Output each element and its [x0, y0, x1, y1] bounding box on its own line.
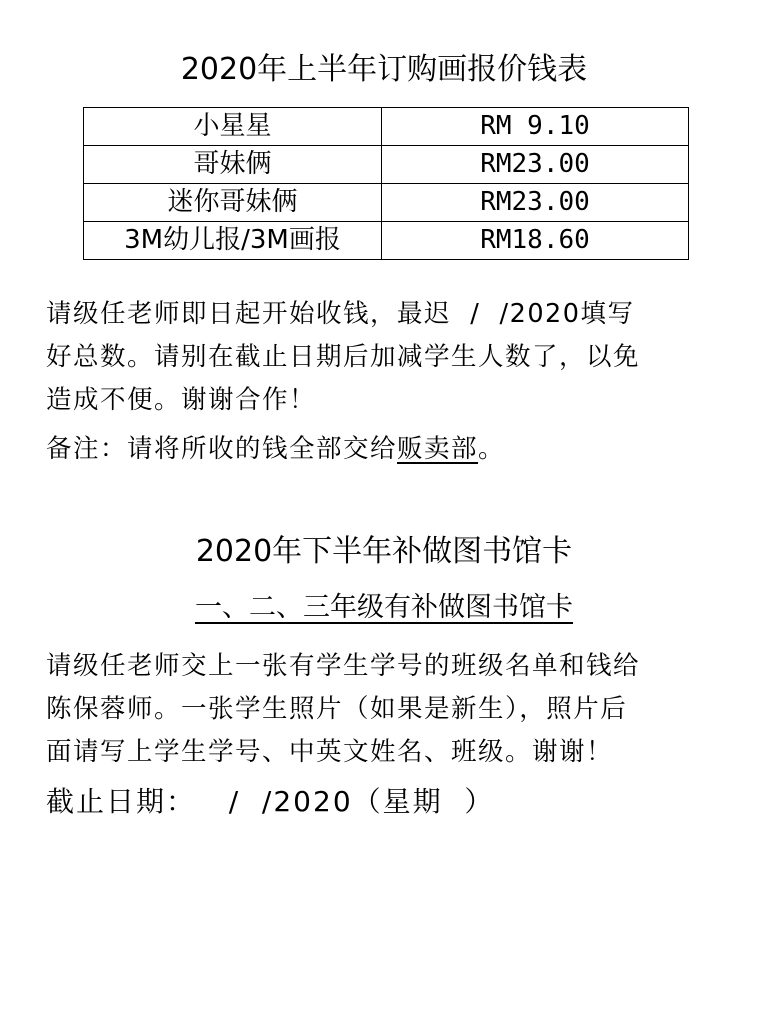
collection-instruction-line: 造成不便。谢谢合作！: [46, 385, 317, 415]
collection-instruction-line: 好总数。请别在截止日期后加减学生人数了，以免: [46, 342, 641, 372]
table-row: [84, 146, 689, 184]
library-instruction-line: 请级任老师交上一张有学生学号的班级名单和钱给: [46, 651, 641, 681]
table-row: [84, 184, 689, 222]
library-instruction-line: 面请写上学生学号、中英文姓名、班级。谢谢！: [46, 737, 614, 767]
price-cell: RM23.00: [382, 184, 689, 222]
price-cell: RM23.00: [382, 146, 689, 184]
item-name-cell: 3M幼儿报/3M画报: [84, 222, 382, 260]
item-name-cell: 小星星: [84, 108, 382, 146]
collection-instruction-line: 请级任老师即日起开始收钱，最迟 / /2020填写: [46, 299, 635, 329]
subtitle-text: 一、二、三年级有补做图书馆卡: [195, 592, 573, 623]
library-card-title: 2020年下半年补做图书馆卡: [195, 534, 573, 569]
library-instruction-line: 陈保蓉师。一张学生照片（如果是新生），照片后: [46, 694, 628, 724]
library-card-subtitle: [0, 588, 768, 628]
item-name-cell: 迷你哥妹俩: [84, 184, 382, 222]
price-cell: RM 9.10: [382, 108, 689, 146]
price-list-title: 2020年上半年订购画报价钱表: [180, 52, 588, 87]
price-cell: RM18.60: [382, 222, 689, 260]
deadline-line: 截止日期： / /2020（星期 ）: [46, 785, 495, 818]
note-suffix: 。: [478, 434, 506, 464]
price-table: [83, 107, 689, 260]
note-prefix: 备注：请将所收的钱全部交给: [46, 434, 398, 464]
table-row: [84, 222, 689, 260]
note-underlined-place: 贩卖部: [397, 434, 479, 464]
item-name-cell: 哥妹俩: [84, 146, 382, 184]
table-row: [84, 108, 689, 146]
note-line: [46, 428, 726, 471]
